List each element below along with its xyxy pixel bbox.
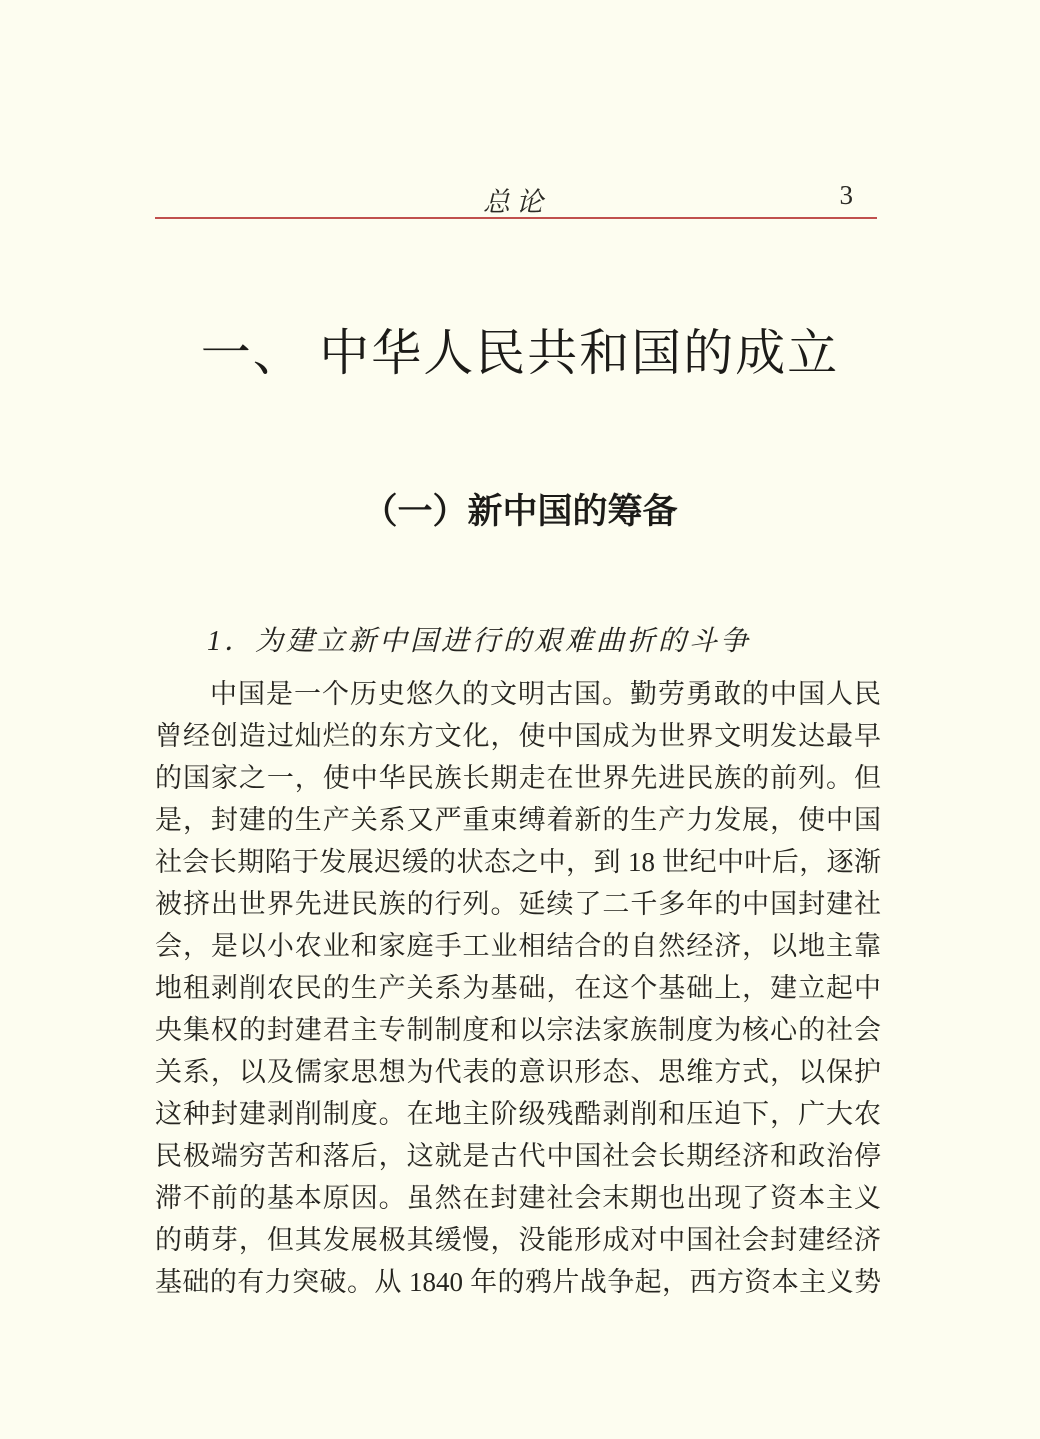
paragraph-line: 这种封建剥削制度。在地主阶级残酷剥削和压迫下，广大农: [155, 1099, 881, 1129]
paragraph-line: 央集权的封建君主专制制度和以宗法家族制度为核心的社会: [155, 1015, 881, 1045]
paragraph-line: 地租剥削农民的生产关系为基础，在这个基础上，建立起中: [155, 973, 881, 1003]
page-number: 3: [839, 180, 853, 210]
paragraph-line: 是，封建的生产关系又严重束缚着新的生产力发展，使中国: [155, 805, 881, 835]
page-header: [155, 180, 877, 217]
paragraph-line: 的国家之一，使中华民族长期走在世界先进民族的前列。但: [155, 763, 881, 793]
chapter-title: 一、 中华人民共和国的成立: [200, 325, 840, 381]
paragraph-line: 会，是以小农业和家庭手工业相结合的自然经济，以地主靠: [155, 931, 881, 961]
paragraph-line: 曾经创造过灿烂的东方文化，使中国成为世界文明发达最早: [155, 721, 881, 751]
paragraph-line: 社会长期陷于发展迟缓的状态之中，到 18 世纪中叶后，逐渐: [155, 847, 881, 877]
header-rule: [155, 217, 877, 219]
paragraph-line: 滞不前的基本原因。虽然在封建社会末期也出现了资本主义: [155, 1183, 881, 1213]
section-title: （一）新中国的筹备: [362, 492, 678, 531]
running-title: 总论: [483, 187, 549, 217]
subsection-title: 1．为建立新中国进行的艰难曲折的斗争: [207, 626, 752, 657]
paragraph-line: 被挤出世界先进民族的行列。延续了二千多年的中国封建社: [155, 889, 881, 919]
paragraph: [155, 673, 881, 1303]
paragraph-line: 基础的有力突破。从 1840 年的鸦片战争起，西方资本主义势: [155, 1267, 881, 1297]
paragraph-line: 的萌芽，但其发展极其缓慢，没能形成对中国社会封建经济: [155, 1225, 881, 1255]
paragraph-line: 中国是一个历史悠久的文明古国。勤劳勇敢的中国人民: [210, 679, 881, 709]
paragraph-line: 民极端穷苦和落后，这就是古代中国社会长期经济和政治停: [155, 1141, 881, 1171]
paragraph-line: 关系，以及儒家思想为代表的意识形态、思维方式，以保护: [155, 1057, 881, 1087]
